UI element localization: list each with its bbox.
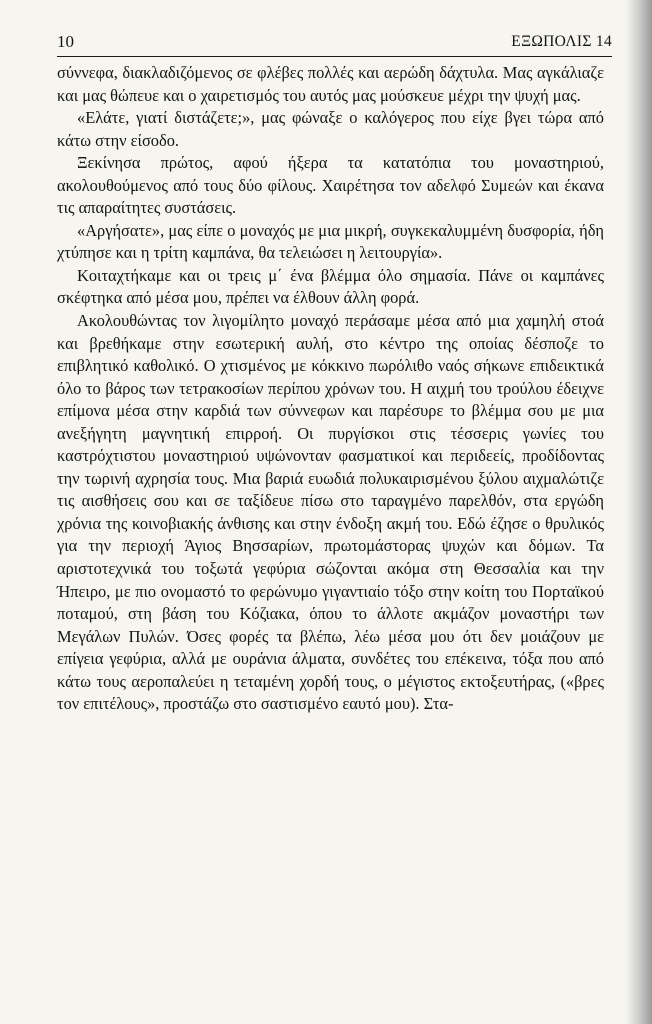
- journal-title: ΕΞΩΠΟΛΙΣ 14: [511, 33, 612, 50]
- page-number: 10: [57, 32, 74, 51]
- paragraph: «Αργήσατε», μας είπε ο μοναχός με μια μικρή, συγκεκαλυμμένη δυσφορία, ήδη χτύπησε και η τρίτη καμπάνα, θα τελειώσει η λειτουργία».: [57, 220, 604, 263]
- paragraph: Ξεκίνησα πρώτος, αφού ήξερα τα κατατόπια του μοναστηριού, ακολουθούμενος από τους δύο φίλους. Χαιρέτησα τον αδελφό Συμεών και έκανα τις απαραίτητες συστάσεις.: [57, 153, 604, 218]
- paragraph: Ακολουθώντας τον λιγομίλητο μοναχό περάσαμε μέσα από μια χαμηλή στοά και βρεθήκαμε στην εσωτερική αυλή, στο κέντρο της οποίας δέσποζε το επιβλητικό καθολικό. Ο χτισμένος με κόκκινο πωρόλιθο ναός σήκωνε επιδεικτικά όλο το βάρος των τετρακοσίων περίπου χρόνων του. Η αιχμή του τρούλου έδειχνε επίμονα μέσα στην καρδιά των σύννεφων και παρέσυρε το βλέμμα σου με μια ανεξήγητη μαγνητική επιρροή. Οι πυργίσκοι στις τέσσερις γωνίες του καστρόχτιστου μοναστηριού υψώνονταν φασματικοί και περιδεείς, προδίδοντας την τωρινή αχρησία τους. Μια βαριά ευωδιά πολυκαιρισμένου ξύλου αιχμαλώτιζε τις αισθήσεις σου και σε ταξίδευε πίσω στο ταραγμένο παρελθόν, στα εργώδη χρόνια της κοινοβιακής άνθισης και στην ένδοξη ακμή του. Εδώ έζησε ο θρυλικός για την περιοχή Άγιος Βησσαρίων, πρωτομάστορας ψυχών και δόμων. Τα αριστοτεχνικά του τοξωτά γεφύρια σώζονται ακόμα στη Θεσσαλία και την Ήπειρο, με πιο ονομαστό το φερώνυμο γιγαντιαίο τόξο στην κοίτη του Πορταϊκού ποταμού, στη βάση του Κόζιακα, όπου το άλλοτε ακμάζον μοναστήρι των Μεγάλων Πυλών. Όσες φορές τα βλέπω, λέω μέσα μου ότι δεν μοιάζουν με επίγεια γεφύρια, αλλά με ουράνια άλματα, συνδέτες του επέκεινα, τόξα που από κάτω τους αεροπαλεύει η τεταμένη χορδή τους, ο μέγιστος εκτοξευτήρας, («βρες τον επιτέλους», προστάζω στο σαστισμένο εαυτό μου). Στα-: [57, 311, 604, 714]
- paragraph: «Ελάτε, γιατί διστάζετε;», μας φώναξε ο καλόγερος που είχε βγει τώρα από κάτω στην είσοδο.: [57, 108, 604, 150]
- body-text: [57, 62, 604, 716]
- paragraph: Κοιταχτήκαμε και οι τρεις μ΄ ένα βλέμμα όλο σημασία. Πάνε οι καμπάνες σκέφτηκα από μέσα μου, πρέπει να έλθουν άλλη φορά.: [57, 265, 604, 308]
- running-header: [57, 30, 612, 57]
- page-edge-shadow: [626, 0, 652, 1024]
- paragraph: σύννεφα, διακλαδιζόμενος σε φλέβες πολλές και αερώδη δάχτυλα. Μας αγκάλιαζε και μας θώπευε και ο χαιρετισμός του αυτός μας μούσκευε μέχρι την ψυχή μας.: [57, 63, 604, 105]
